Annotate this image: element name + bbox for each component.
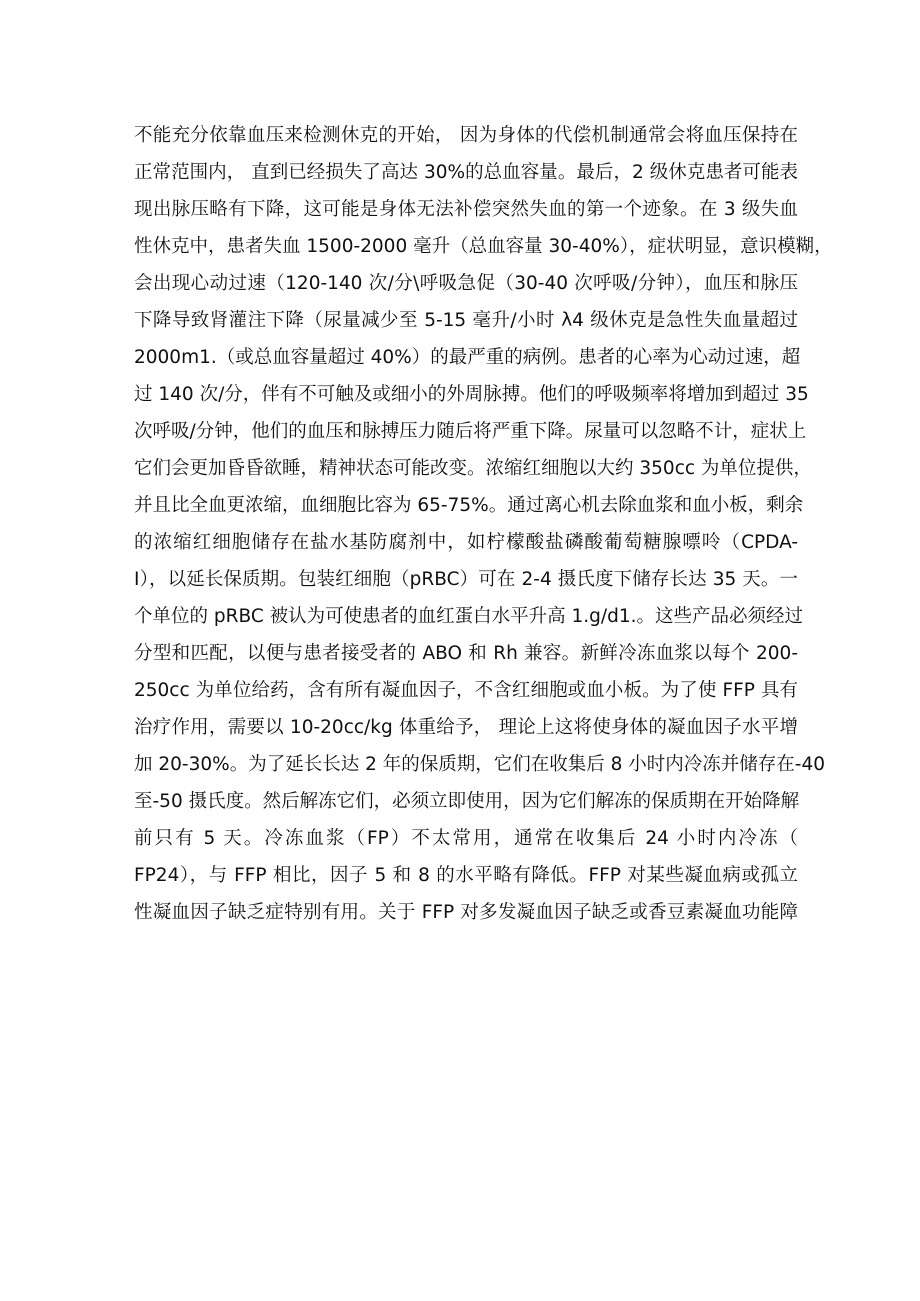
text-line: 它们会更加昏昏欲睡，精神状态可能改变。浓缩红细胞以大约 350cc 为单位提供， [134, 458, 812, 479]
text-line: 性休克中，患者失血 1500-2000 毫升（总血容量 30-40%），症状明显，意识模糊， [134, 236, 833, 257]
text-line: 现出脉压略有下降，这可能是身体无法补偿突然失血的第一个迹象。在 3 级失血 [134, 199, 798, 220]
text-line: 过 140 次/分，伴有不可触及或细小的外周脉搏。他们的呼吸频率将增加到超过 35 [134, 384, 809, 405]
text-line: 性凝血因子缺乏症特别有用。关于 FFP 对多发凝血因子缺乏或香豆素凝血功能障 [134, 902, 798, 923]
body-text [134, 117, 833, 931]
text-line: 2000m1.（或总血容量超过 40%）的最严重的病例。患者的心率为心动过速，超 [134, 347, 801, 368]
text-line: 不能充分依靠血压来检测休克的开始， 因为身体的代偿机制通常会将血压保持在 [134, 125, 798, 146]
text-line: 次呼吸/分钟，他们的血压和脉搏压力随后将严重下降。尿量可以忽略不计，症状上 [134, 421, 807, 442]
text-line: 加 20-30%。为了延长长达 2 年的保质期，它们在收集后 8 小时内冷冻并储存在-40 [134, 754, 825, 775]
text-line: FP24），与 FFP 相比，因子 5 和 8 的水平略有降低。FFP 对某些凝血病或孤立 [134, 865, 798, 886]
text-line: 的浓缩红细胞储存在盐水基防腐剂中，如柠檬酸盐磷酸葡萄糖腺嘌呤（CPDA- [134, 532, 798, 553]
text-line: 并且比全血更浓缩，血细胞比容为 65-75%。通过离心机去除血浆和血小板，剩余 [134, 495, 804, 516]
text-line: 下降导致肾灌注下降（尿量减少至 5-15 毫升/小时 λ4 级休克是急性失血量超过 [134, 310, 798, 331]
text-line: 分型和匹配，以便与患者接受者的 ABO 和 Rh 兼容。新鲜冷冻血浆以每个 200- [134, 643, 798, 664]
text-line: 治疗作用，需要以 10-20cc/kg 体重给予， 理论上这将使身体的凝血因子水平增 [134, 717, 798, 738]
text-line: I），以延长保质期。包装红细胞（pRBC）可在 2-4 摄氏度下储存长达 35 天。一 [134, 569, 798, 590]
text-line: 250cc 为单位给药，含有所有凝血因子，不含红细胞或血小板。为了使 FFP 具有 [134, 680, 798, 701]
text-line: 前只有 5 天。冷冻血浆（FP）不太常用，通常在收集后 24 小时内冷冻（ [134, 828, 798, 849]
text-line: 会出现心动过速（120-140 次/分\呼吸急促（30-40 次呼吸/分钟），血压和脉压 [134, 273, 798, 294]
text-line: 至-50 摄氏度。然后解冻它们，必须立即使用，因为它们解冻的保质期在开始降解 [134, 791, 800, 812]
text-line: 个单位的 pRBC 被认为可使患者的血红蛋白水平升高 1.g∕d1.。这些产品必须经过 [134, 606, 804, 627]
text-line: 正常范围内， 直到已经损失了高达 30%的总血容量。最后，2 级休克患者可能表 [134, 162, 798, 183]
